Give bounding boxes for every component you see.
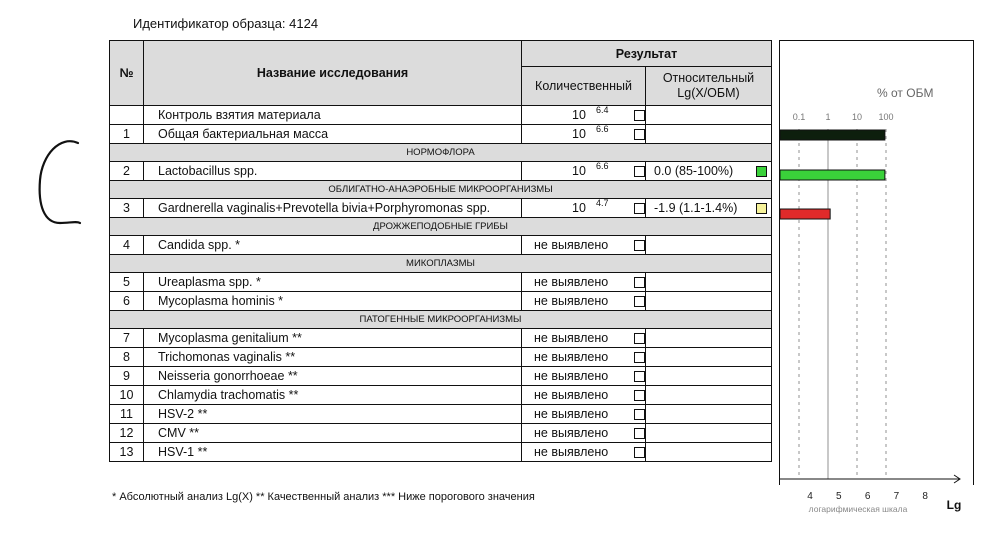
test-name: HSV-1 ** — [144, 443, 522, 462]
quantitative-cell — [522, 329, 646, 348]
data-bar — [780, 130, 885, 140]
log-chart — [780, 41, 973, 514]
checkbox-icon — [634, 352, 645, 363]
relative-cell — [646, 329, 772, 348]
section-title: ПАТОГЕННЫЕ МИКРООРГАНИЗМЫ — [110, 311, 772, 329]
relative-cell — [646, 443, 772, 462]
section-row — [110, 311, 772, 329]
quantitative-cell — [522, 424, 646, 443]
data-bar — [780, 170, 885, 180]
data-bar — [780, 209, 830, 219]
quantitative-cell — [522, 236, 646, 255]
checkbox-icon — [634, 333, 645, 344]
row-number: 13 — [110, 443, 144, 462]
relative-indicator-icon — [756, 203, 767, 214]
table-row — [110, 162, 772, 181]
relative-cell — [646, 405, 772, 424]
quantitative-cell — [522, 386, 646, 405]
section-title: ДРОЖЖЕПОДОБНЫЕ ГРИБЫ — [110, 218, 772, 236]
x-tick-label: 4 — [807, 491, 813, 502]
scale-caption: логарифмическая шкала — [808, 504, 908, 514]
quantity-exponent: 6.6 — [596, 161, 609, 171]
test-name: Общая бактериальная масса — [144, 125, 522, 144]
quantitative-cell — [522, 443, 646, 462]
row-number: 12 — [110, 424, 144, 443]
not-detected-text: не выявлено — [534, 445, 609, 459]
table-row — [110, 292, 772, 311]
test-name: Ureaplasma spp. * — [144, 273, 522, 292]
row-number: 8 — [110, 348, 144, 367]
quantity-base: 10 — [572, 108, 586, 122]
results-table — [109, 40, 772, 462]
quantitative-cell — [522, 367, 646, 386]
checkbox-icon — [634, 240, 645, 251]
section-row — [110, 218, 772, 236]
table-row — [110, 125, 772, 144]
footnote: * Абсолютный анализ Lg(X) ** Качественный анализ *** Ниже порогового значения — [112, 491, 535, 503]
table-row — [110, 348, 772, 367]
test-name: Mycoplasma genitalium ** — [144, 329, 522, 348]
header-name: Название исследования — [144, 41, 522, 106]
relative-value: -1.9 (1.1-1.4%) — [654, 201, 738, 215]
checkbox-icon — [634, 277, 645, 288]
table-row — [110, 236, 772, 255]
x-tick-label: 5 — [836, 491, 842, 502]
not-detected-text: не выявлено — [534, 369, 609, 383]
test-name: Trichomonas vaginalis ** — [144, 348, 522, 367]
not-detected-text: не выявлено — [534, 294, 609, 308]
checkbox-icon — [634, 166, 645, 177]
not-detected-text: не выявлено — [534, 331, 609, 345]
relative-cell — [646, 199, 772, 218]
checkbox-icon — [634, 296, 645, 307]
test-name: Lactobacillus spp. — [144, 162, 522, 181]
row-number — [110, 106, 144, 125]
not-detected-text: не выявлено — [534, 238, 609, 252]
quantitative-cell — [522, 199, 646, 218]
quantitative-cell — [522, 106, 646, 125]
quantity-exponent: 6.4 — [596, 105, 609, 115]
relative-value: 0.0 (85-100%) — [654, 164, 734, 178]
test-name: Chlamydia trachomatis ** — [144, 386, 522, 405]
checkbox-icon — [634, 428, 645, 439]
row-number: 2 — [110, 162, 144, 181]
row-number: 1 — [110, 125, 144, 144]
quantity-base: 10 — [572, 201, 586, 215]
table-row — [110, 386, 772, 405]
relative-cell — [646, 125, 772, 144]
row-number: 7 — [110, 329, 144, 348]
quantity-base: 10 — [572, 164, 586, 178]
checkbox-icon — [634, 110, 645, 121]
table-row — [110, 106, 772, 125]
handwritten-mark — [30, 135, 90, 235]
row-number: 3 — [110, 199, 144, 218]
relative-cell — [646, 273, 772, 292]
x-axis-label: Lg — [946, 498, 962, 512]
table-row — [110, 199, 772, 218]
section-title: ОБЛИГАТНО-АНАЭРОБНЫЕ МИКРООРГАНИЗМЫ — [110, 181, 772, 199]
header-num: № — [110, 41, 144, 106]
section-row — [110, 144, 772, 162]
checkbox-icon — [634, 390, 645, 401]
quantity-exponent: 6.6 — [596, 124, 609, 134]
header-quantitative: Количественный — [522, 67, 646, 106]
percent-tick-label: 10 — [851, 112, 863, 122]
row-number: 10 — [110, 386, 144, 405]
checkbox-icon — [634, 129, 645, 140]
row-number: 6 — [110, 292, 144, 311]
test-name: Контроль взятия материала — [144, 106, 522, 125]
quantitative-cell — [522, 348, 646, 367]
quantitative-cell — [522, 125, 646, 144]
checkbox-icon — [634, 371, 645, 382]
row-number: 4 — [110, 236, 144, 255]
percent-tick-label: 0.1 — [792, 112, 806, 122]
percent-tick-label: 100 — [878, 112, 894, 122]
not-detected-text: не выявлено — [534, 407, 609, 421]
test-name: Neisseria gonorrhoeae ** — [144, 367, 522, 386]
not-detected-text: не выявлено — [534, 275, 609, 289]
quantitative-cell — [522, 405, 646, 424]
results-body — [110, 106, 772, 462]
table-row — [110, 329, 772, 348]
chart-panel — [779, 40, 974, 514]
relative-cell — [646, 424, 772, 443]
relative-cell — [646, 386, 772, 405]
x-tick-label: 6 — [864, 491, 871, 502]
checkbox-icon — [634, 203, 645, 214]
quantitative-cell — [522, 162, 646, 181]
section-title: МИКОПЛАЗМЫ — [110, 255, 772, 273]
relative-cell — [646, 162, 772, 181]
not-detected-text: не выявлено — [534, 388, 609, 402]
x-tick-label: 7 — [893, 491, 900, 502]
checkbox-icon — [634, 409, 645, 420]
test-name: HSV-2 ** — [144, 405, 522, 424]
not-detected-text: не выявлено — [534, 350, 609, 364]
table-row — [110, 273, 772, 292]
relative-indicator-icon — [756, 166, 767, 177]
relative-cell — [646, 292, 772, 311]
row-number: 11 — [110, 405, 144, 424]
table-row — [110, 405, 772, 424]
test-name: Candida spp. * — [144, 236, 522, 255]
percent-tick-label: 1 — [825, 112, 831, 122]
test-name: Mycoplasma hominis * — [144, 292, 522, 311]
header-result: Результат — [522, 41, 772, 67]
section-row — [110, 255, 772, 273]
relative-cell — [646, 106, 772, 125]
relative-cell — [646, 236, 772, 255]
test-name: CMV ** — [144, 424, 522, 443]
quantitative-cell — [522, 292, 646, 311]
sample-id: Идентификатор образца: 4124 — [133, 16, 319, 31]
not-detected-text: не выявлено — [534, 426, 609, 440]
chart-title: % от ОБМ — [877, 86, 934, 100]
row-number: 9 — [110, 367, 144, 386]
quantity-exponent: 4.7 — [596, 198, 609, 208]
relative-cell — [646, 367, 772, 386]
table-row — [110, 367, 772, 386]
header-relative: Относительный Lg(X/ОБМ) — [646, 67, 772, 106]
quantity-base: 10 — [572, 127, 586, 141]
x-tick-label: 8 — [922, 491, 928, 502]
section-row — [110, 181, 772, 199]
test-name: Gardnerella vaginalis+Prevotella bivia+Porphyromonas spp. — [144, 199, 522, 218]
table-row — [110, 443, 772, 462]
relative-cell — [646, 348, 772, 367]
quantitative-cell — [522, 273, 646, 292]
row-number: 5 — [110, 273, 144, 292]
section-title: НОРМОФЛОРА — [110, 144, 772, 162]
checkbox-icon — [634, 447, 645, 458]
table-row — [110, 424, 772, 443]
